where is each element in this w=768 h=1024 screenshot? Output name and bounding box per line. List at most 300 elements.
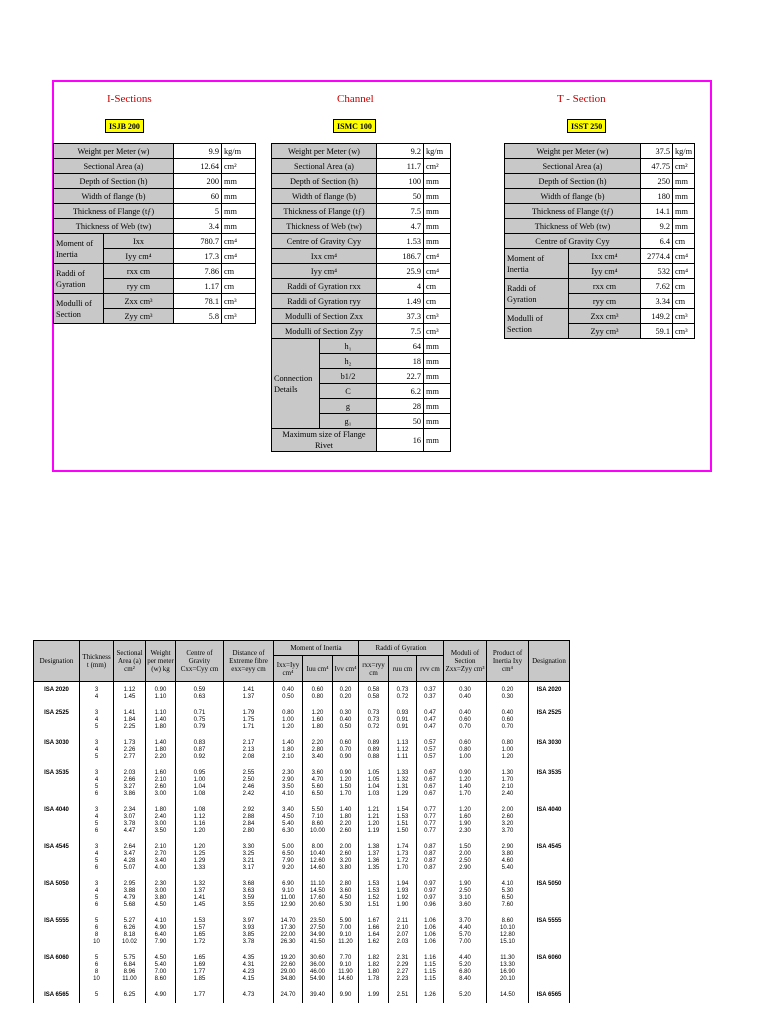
value-line: 0.77: [424, 828, 436, 834]
value-line: 0.58: [367, 687, 380, 693]
value-line: 6: [94, 902, 99, 908]
value-cell: [146, 765, 176, 802]
isection-tag: ISJB 200: [105, 119, 144, 133]
designation-cell: ISA 2525: [34, 705, 80, 735]
moment-of-inertia-label: Moment of Inertia: [54, 234, 104, 264]
moment-of-inertia-value: 532: [641, 264, 673, 279]
property-value: 4.7: [377, 219, 424, 234]
value-line: 14.50: [309, 888, 325, 894]
value-line: 2.30: [459, 828, 471, 834]
value-line: 41.50: [309, 939, 325, 945]
property-unit: kg/m: [222, 144, 256, 159]
value-line: 3.00: [154, 821, 167, 827]
value-line: 4: [94, 814, 99, 820]
value-line: 10.00: [309, 828, 325, 834]
value-line: 10: [93, 976, 100, 982]
value-cell: [114, 705, 146, 735]
value-line: 1.60: [459, 814, 471, 820]
value-line: 1.57: [193, 925, 206, 931]
value-line: 3.20: [339, 858, 352, 864]
value-line: 1.52: [367, 895, 380, 901]
value-line: 0.57: [424, 754, 436, 760]
angle-group-row: [34, 950, 570, 987]
header-moduli: Moduli of Section Zxx=Zyy cm³: [444, 641, 487, 682]
value-line: 2.90: [501, 844, 514, 850]
value-line: 3.21: [242, 858, 255, 864]
moment-of-inertia-unit: cm⁴: [673, 249, 695, 264]
value-line: 4.00: [154, 865, 167, 871]
value-line: 1.92: [396, 895, 409, 901]
value-line: 5.68: [123, 902, 136, 908]
value-cell: [303, 735, 333, 765]
property-label: Depth of Section (h): [54, 174, 174, 189]
value-line: 7.60: [501, 902, 514, 908]
value-line: 5: [94, 955, 99, 961]
property-unit: cm²: [222, 159, 256, 174]
connection-details-sub-label: h₂: [320, 354, 377, 369]
value-line: 0.58: [367, 694, 380, 700]
moment-of-inertia-row: [505, 249, 695, 264]
value-cell: [114, 987, 146, 1003]
value-line: 2.30: [154, 881, 167, 887]
value-line: 20.60: [309, 902, 325, 908]
value-cell: [224, 876, 274, 913]
property-value: 37.3: [377, 309, 424, 324]
value-line: 1.06: [424, 932, 436, 938]
value-cell: [224, 950, 274, 987]
value-line: 5.30: [339, 902, 352, 908]
value-line: 1.16: [193, 821, 206, 827]
value-line: 4.47: [123, 828, 136, 834]
property-label: Thickness of Web (tw): [272, 219, 377, 234]
value-cell: [224, 839, 274, 876]
value-line: 8.60: [154, 976, 167, 982]
value-line: 3.50: [154, 828, 167, 834]
value-cell: [80, 913, 114, 950]
value-line: 1.37: [367, 851, 380, 857]
value-cell: [224, 735, 274, 765]
value-line: 4.40: [459, 955, 471, 961]
value-line: 0.97: [424, 881, 436, 887]
property-unit: cm⁴: [424, 249, 451, 264]
value-line: 2.03: [396, 939, 409, 945]
moduli-of-section-unit: cm³: [222, 294, 256, 309]
value-line: 0.72: [396, 694, 409, 700]
moduli-of-section-unit: cm³: [222, 309, 256, 324]
connection-details-sub-label: b1/2: [320, 369, 377, 384]
value-line: 3.10: [459, 895, 471, 901]
value-line: 1.36: [367, 858, 380, 864]
value-line: 11.00: [280, 895, 296, 901]
value-line: 0.67: [424, 784, 436, 790]
moment-of-inertia-sub-label: Ixx cm⁴: [569, 249, 641, 264]
property-value: 47.75: [641, 159, 673, 174]
value-line: 2.10: [501, 784, 514, 790]
value-cell: [359, 839, 389, 876]
value-line: 0.87: [424, 844, 436, 850]
value-line: 0.47: [424, 717, 436, 723]
value-line: 0.67: [424, 777, 436, 783]
value-line: 1.80: [154, 747, 167, 753]
value-line: 0.37: [424, 687, 436, 693]
value-line: 0.73: [396, 687, 409, 693]
value-line: 2.13: [242, 747, 255, 753]
property-row: [54, 144, 256, 159]
value-line: 1.51: [396, 821, 409, 827]
value-line: 1.08: [193, 807, 206, 813]
value-line: 0.80: [311, 694, 324, 700]
value-line: 1.20: [282, 724, 294, 730]
property-row: [272, 189, 451, 204]
value-line: 6: [94, 828, 99, 834]
value-line: 3.60: [339, 888, 352, 894]
value-cell: [444, 950, 487, 987]
value-line: 2.90: [459, 865, 471, 871]
value-line: 4.15: [242, 976, 255, 982]
value-line: 7.00: [339, 925, 352, 931]
property-row: [272, 264, 451, 279]
value-cell: [487, 802, 529, 839]
designation-cell: ISA 6565: [34, 987, 80, 1003]
value-line: 0.77: [424, 821, 436, 827]
header-rvv: rvv cm: [417, 656, 444, 682]
connection-details-unit: mm: [424, 414, 451, 429]
value-line: 1.69: [193, 962, 206, 968]
designation-cell-right: ISA 6565: [529, 987, 570, 1003]
value-line: 0.30: [501, 694, 514, 700]
property-label: Modulli of Section Zyy: [272, 324, 377, 339]
connection-details-sub-label: g₁: [320, 414, 377, 429]
property-value: 14.1: [641, 204, 673, 219]
value-line: 2.50: [459, 888, 471, 894]
property-value: 11.7: [377, 159, 424, 174]
value-line: 1.03: [367, 791, 380, 797]
property-value: 200: [174, 174, 222, 189]
value-line: 1.40: [339, 807, 352, 813]
value-line: 2.20: [311, 740, 324, 746]
value-line: 2.46: [242, 784, 255, 790]
value-line: 4.50: [339, 895, 352, 901]
value-cell: [359, 876, 389, 913]
property-value: 7.5: [377, 324, 424, 339]
value-cell: [80, 950, 114, 987]
header-weight: Weight per meter (w) kg: [146, 641, 176, 682]
value-line: 1.20: [459, 807, 471, 813]
value-cell: [303, 705, 333, 735]
value-line: 6.90: [282, 881, 294, 887]
designation-cell: ISA 5050: [34, 876, 80, 913]
value-line: 2.40: [154, 814, 167, 820]
value-line: 0.40: [339, 717, 352, 723]
value-line: 4: [94, 747, 99, 753]
value-line: 1.40: [154, 740, 167, 746]
value-line: 6.26: [123, 925, 136, 931]
property-value: 9.2: [377, 144, 424, 159]
value-line: 1.90: [459, 881, 471, 887]
header-ivv: Ivv cm⁴: [333, 656, 359, 682]
value-line: 3.63: [242, 888, 255, 894]
value-line: 10.02: [121, 939, 137, 945]
value-line: 2.30: [282, 770, 294, 776]
property-label: Sectional Area (a): [272, 159, 377, 174]
value-cell: [303, 839, 333, 876]
value-line: 2.64: [123, 844, 136, 850]
value-line: 6.30: [282, 828, 294, 834]
value-line: 3.78: [242, 939, 255, 945]
value-line: 1.19: [367, 828, 380, 834]
value-cell: [333, 913, 359, 950]
value-line: 4: [94, 888, 99, 894]
value-line: 0.60: [459, 740, 471, 746]
value-line: 2.70: [154, 851, 167, 857]
value-cell: [444, 802, 487, 839]
value-line: 1.80: [339, 814, 352, 820]
property-unit: cm: [424, 279, 451, 294]
property-unit: cm³: [424, 309, 451, 324]
radii-of-gyration-value: 7.86: [174, 264, 222, 279]
value-line: 2.60: [339, 851, 352, 857]
value-cell: [303, 876, 333, 913]
value-line: 20.10: [499, 976, 515, 982]
value-line: 0.37: [424, 694, 436, 700]
value-line: 1.60: [311, 717, 324, 723]
value-cell: [487, 682, 529, 706]
value-line: 23.50: [309, 918, 325, 924]
value-line: 5.60: [311, 784, 324, 790]
property-label: Centre of Gravity Cyy: [272, 234, 377, 249]
value-line: 1.12: [123, 687, 136, 693]
value-line: 2.80: [339, 881, 352, 887]
value-line: 3.80: [154, 895, 167, 901]
value-line: 26.30: [280, 939, 296, 945]
value-line: 7.90: [282, 858, 294, 864]
value-line: 0.70: [339, 747, 352, 753]
value-cell: [274, 950, 303, 987]
value-cell: [389, 876, 417, 913]
property-label: Depth of Section (h): [272, 174, 377, 189]
value-line: 1.10: [154, 694, 167, 700]
property-row: [272, 249, 451, 264]
connection-details-sub-label: C: [320, 384, 377, 399]
value-line: 3.59: [242, 895, 255, 901]
value-cell: [274, 839, 303, 876]
value-line: 4.28: [123, 858, 136, 864]
value-line: 4.60: [501, 858, 514, 864]
value-cell: [224, 705, 274, 735]
value-cell: [303, 913, 333, 950]
value-line: 1.82: [367, 955, 380, 961]
value-cell: [487, 735, 529, 765]
value-line: 1.04: [367, 784, 380, 790]
value-line: 1.77: [193, 992, 206, 998]
value-cell: [389, 839, 417, 876]
property-unit: mm: [424, 204, 451, 219]
value-line: 3.07: [123, 814, 136, 820]
value-line: 1.90: [459, 821, 471, 827]
value-line: 14.50: [499, 992, 515, 998]
channel-title: Channel: [337, 93, 374, 105]
radii-of-gyration-unit: cm: [673, 294, 695, 309]
value-line: 4.10: [282, 791, 294, 797]
value-line: 1.12: [396, 747, 409, 753]
value-cell: [333, 682, 359, 706]
value-cell: [80, 682, 114, 706]
value-line: 2.31: [396, 955, 409, 961]
property-row: [272, 234, 451, 249]
value-line: 1.54: [396, 807, 409, 813]
value-line: 5: [94, 895, 99, 901]
property-label: Weight per Meter (w): [272, 144, 377, 159]
value-line: 0.93: [396, 710, 409, 716]
value-cell: [389, 705, 417, 735]
property-label: Raddi of Gyration rxx: [272, 279, 377, 294]
header-thickness: Thickness t (mm): [80, 641, 114, 682]
value-line: 5: [94, 724, 99, 730]
value-line: 2.00: [339, 844, 352, 850]
property-label: Thickness of Web (tw): [54, 219, 174, 234]
value-line: 1.51: [367, 902, 380, 908]
value-cell: [274, 705, 303, 735]
value-line: 6: [94, 865, 99, 871]
value-cell: [176, 705, 224, 735]
designation-cell-right: ISA 6060: [529, 950, 570, 987]
value-line: 13.30: [499, 962, 515, 968]
value-line: 1.72: [193, 939, 206, 945]
value-line: 4.50: [154, 955, 167, 961]
rivet-row: [272, 429, 451, 452]
property-row: [54, 159, 256, 174]
property-label: Weight per Meter (w): [505, 144, 641, 159]
value-line: 11.90: [338, 969, 353, 975]
value-line: 1.06: [424, 925, 436, 931]
value-line: 5.50: [311, 807, 324, 813]
value-line: 1.32: [396, 777, 409, 783]
value-line: 6.50: [311, 791, 324, 797]
value-line: 1.20: [193, 844, 206, 850]
value-line: 1.67: [367, 918, 380, 924]
connection-details-unit: mm: [424, 399, 451, 414]
value-line: 0.90: [339, 754, 352, 760]
property-row: [505, 234, 695, 249]
value-cell: [444, 913, 487, 950]
value-line: 39.40: [309, 992, 325, 998]
value-line: 2.80: [311, 747, 324, 753]
value-cell: [114, 950, 146, 987]
value-line: 1.41: [123, 710, 136, 716]
value-cell: [80, 987, 114, 1003]
value-cell: [274, 765, 303, 802]
value-line: 1.50: [339, 784, 352, 790]
value-line: 2.92: [242, 807, 255, 813]
value-line: 3.97: [242, 918, 255, 924]
value-line: 1.65: [193, 932, 206, 938]
property-value: 25.9: [377, 264, 424, 279]
value-line: 3.55: [242, 902, 255, 908]
value-line: 3.80: [501, 851, 514, 857]
designation-cell-right: ISA 3030: [529, 735, 570, 765]
value-cell: [176, 950, 224, 987]
property-value: 1.53: [377, 234, 424, 249]
property-label: Depth of Section (h): [505, 174, 641, 189]
value-line: 6.50: [282, 851, 294, 857]
tsection-table: [504, 143, 695, 339]
angle-group-row: [34, 876, 570, 913]
value-line: 3: [94, 881, 99, 887]
value-line: 1.05: [367, 770, 380, 776]
property-unit: cm²: [424, 159, 451, 174]
value-line: 1.80: [282, 747, 294, 753]
value-cell: [80, 876, 114, 913]
property-unit: mm: [222, 174, 256, 189]
moduli-of-section-value: 59.1: [641, 324, 673, 339]
value-line: 4: [94, 851, 99, 857]
value-line: 2.66: [123, 777, 136, 783]
value-line: 2.20: [339, 821, 352, 827]
value-line: 1.38: [367, 844, 380, 850]
value-cell: [274, 802, 303, 839]
value-line: 5: [94, 858, 99, 864]
value-line: 0.60: [339, 740, 352, 746]
value-line: 7.00: [154, 969, 167, 975]
value-cell: [333, 987, 359, 1003]
value-cell: [333, 705, 359, 735]
value-line: 4: [94, 717, 99, 723]
property-row: [54, 189, 256, 204]
value-line: 1.93: [396, 888, 409, 894]
radii-of-gyration-label: Raddi of Gyration: [54, 264, 104, 294]
value-line: 3.85: [242, 932, 255, 938]
value-line: 12.80: [499, 932, 515, 938]
value-line: 1.29: [193, 858, 206, 864]
value-cell: [417, 802, 444, 839]
value-cell: [303, 765, 333, 802]
value-cell: [487, 876, 529, 913]
value-line: 1.73: [396, 851, 409, 857]
connection-details-value: 18: [377, 354, 424, 369]
property-label: Thickness of Flange (tƒ): [54, 204, 174, 219]
value-cell: [333, 765, 359, 802]
value-line: 0.80: [459, 747, 471, 753]
angle-group-row: [34, 735, 570, 765]
value-line: 0.47: [424, 710, 436, 716]
header-moment-group: Moment of Inertia: [274, 641, 359, 656]
value-line: 2.40: [501, 791, 514, 797]
value-line: 9.20: [282, 865, 294, 871]
value-line: 4: [94, 694, 99, 700]
property-row: [272, 324, 451, 339]
property-unit: mm: [222, 204, 256, 219]
value-line: 5.40: [282, 821, 294, 827]
value-line: 0.20: [339, 694, 352, 700]
value-line: 1.41: [242, 687, 255, 693]
property-row: [272, 219, 451, 234]
value-line: 1.37: [193, 888, 206, 894]
property-row: [54, 219, 256, 234]
property-unit: mm: [673, 189, 695, 204]
value-cell: [333, 950, 359, 987]
value-line: 2.88: [242, 814, 255, 820]
value-line: 1.80: [154, 807, 167, 813]
value-line: 1.50: [459, 844, 471, 850]
value-line: 1.40: [282, 740, 294, 746]
value-line: 4.10: [154, 918, 167, 924]
property-unit: mm: [424, 174, 451, 189]
value-line: 30.60: [309, 955, 325, 961]
header-designation-right: Designation: [529, 641, 570, 682]
value-line: 0.91: [396, 724, 409, 730]
value-line: 3: [94, 770, 99, 776]
property-row: [272, 144, 451, 159]
